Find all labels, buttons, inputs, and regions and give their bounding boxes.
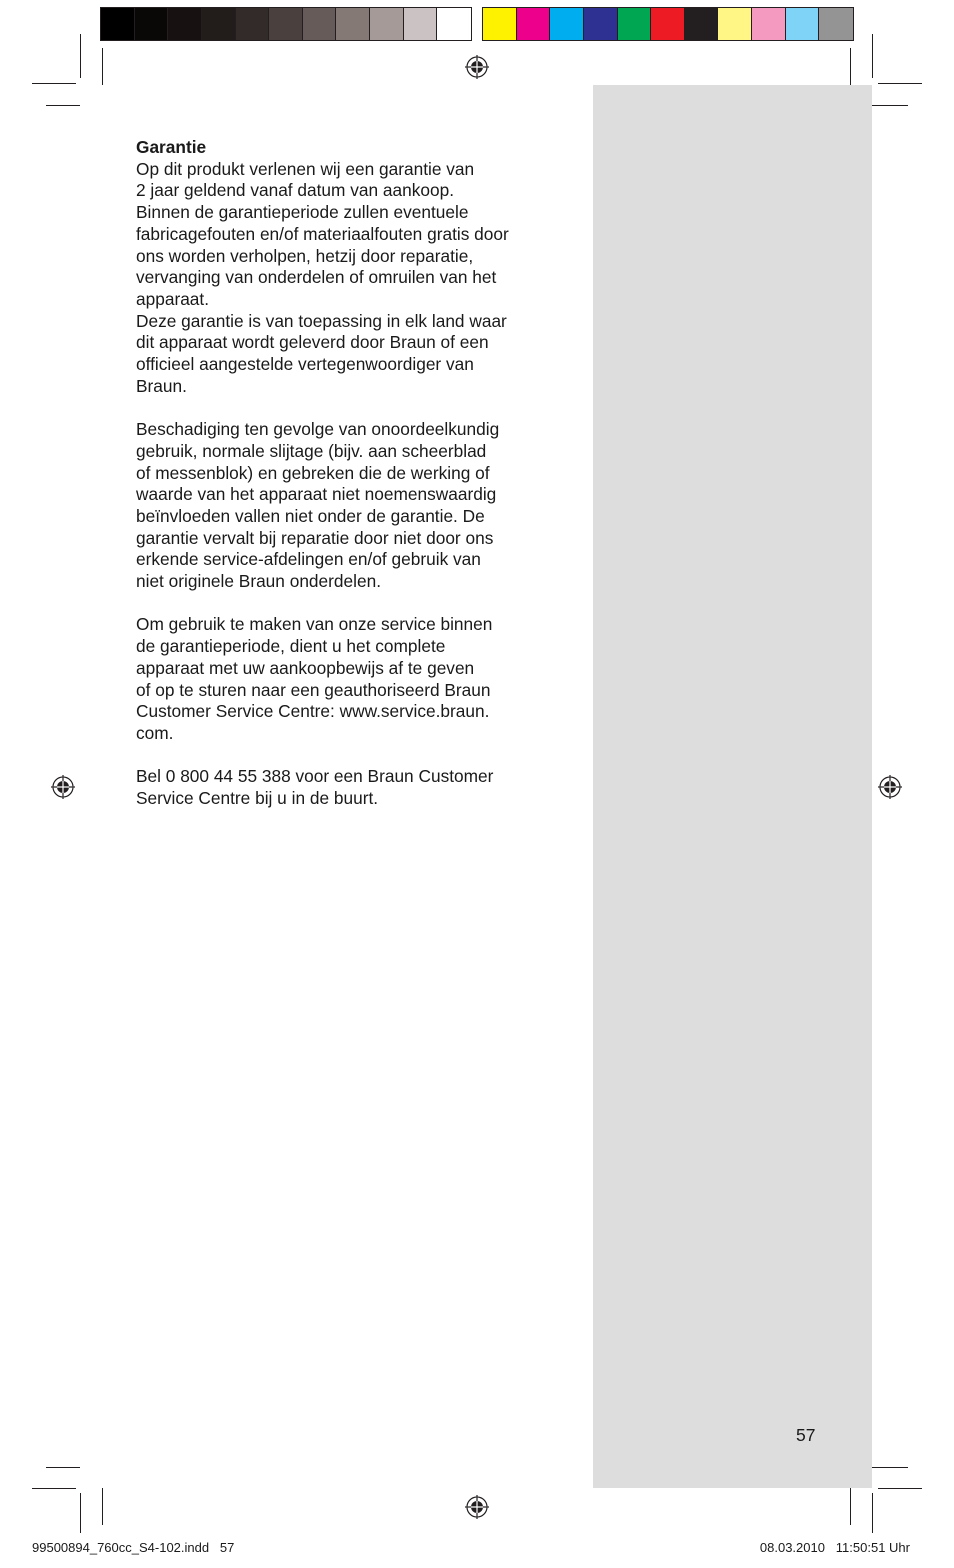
paragraph: Bel 0 800 44 55 388 voor een Braun Customer Service Centre bij u in de buurt.	[136, 766, 494, 809]
color-swatch	[685, 8, 719, 40]
color-swatch	[101, 8, 135, 40]
registration-mark-icon	[878, 775, 902, 799]
crop-mark	[46, 105, 80, 106]
color-swatch	[718, 8, 752, 40]
color-swatch	[517, 8, 551, 40]
color-swatch	[303, 8, 337, 40]
crop-mark	[80, 1493, 81, 1533]
color-swatch	[819, 8, 853, 40]
color-swatch	[483, 8, 517, 40]
crop-mark	[46, 1467, 80, 1468]
crop-mark	[850, 48, 851, 85]
crop-mark	[102, 48, 103, 85]
color-swatch	[651, 8, 685, 40]
color-swatch	[752, 8, 786, 40]
color-swatch	[269, 8, 303, 40]
paragraph: Op dit produkt verlenen wij een garantie van 2 jaar geldend vanaf datum van aankoop. Binnen de garantieperiode zullen eventuele fabricagefouten en/of materiaalfouten gratis door ons worden verholpen, hetzij door reparatie, vervanging van onderdelen of omruilen van het apparaat. Deze garantie is van toepassing in elk land waar dit apparaat wordt geleverd door Braun of een officieel aangestelde vertegenwoordiger van Braun.	[136, 158, 509, 396]
registration-mark-icon	[465, 55, 489, 79]
crop-mark	[872, 105, 908, 106]
section-heading: Garantie	[136, 137, 207, 157]
paragraph: Om gebruik te maken van onze service binnen de garantieperiode, dient u het complete apparaat met uw aankoopbewijs af te geven of op te sturen naar een geauthoriseerd Braun Customer Service Centre: www.service.braun. com.	[136, 614, 493, 743]
crop-mark	[872, 1493, 873, 1533]
color-swatch	[370, 8, 404, 40]
color-swatch	[437, 8, 471, 40]
color-swatch	[618, 8, 652, 40]
crop-mark	[850, 1488, 851, 1525]
crop-mark	[80, 34, 81, 78]
crop-mark	[872, 34, 873, 78]
color-swatch	[786, 8, 820, 40]
color-swatch	[336, 8, 370, 40]
color-swatch	[168, 8, 202, 40]
color-swatch	[202, 8, 236, 40]
crop-mark	[872, 1467, 908, 1468]
grayscale-colorbar	[100, 7, 472, 41]
color-swatch	[135, 8, 169, 40]
registration-mark-icon	[465, 1495, 489, 1519]
page-number: 57	[796, 1425, 816, 1445]
color-swatch	[404, 8, 438, 40]
crop-mark	[32, 83, 76, 84]
color-swatch	[584, 8, 618, 40]
process-colorbar	[482, 7, 854, 41]
paragraph: Beschadiging ten gevolge van onoordeelkundig gebruik, normale slijtage (bijv. aan scheerblad of messenblok) en gebreken die de werking of waarde van het apparaat niet noemenswaardig beïnvloeden vallen niet onder de garantie. De garantie vervalt bij reparatie door niet door ons erkende service-afdelingen en/of gebruik van niet originele Braun onderdelen.	[136, 419, 500, 592]
gray-side-panel	[593, 85, 872, 1488]
article-body	[136, 137, 566, 831]
slug-file-info: 99500894_760cc_S4-102.indd 57	[32, 1540, 235, 1555]
color-swatch	[236, 8, 270, 40]
crop-mark	[878, 83, 922, 84]
registration-mark-icon	[51, 775, 75, 799]
crop-mark	[878, 1488, 922, 1489]
crop-mark	[102, 1488, 103, 1525]
crop-mark	[32, 1488, 76, 1489]
color-swatch	[550, 8, 584, 40]
slug-timestamp: 08.03.2010 11:50:51 Uhr	[759, 1540, 910, 1555]
